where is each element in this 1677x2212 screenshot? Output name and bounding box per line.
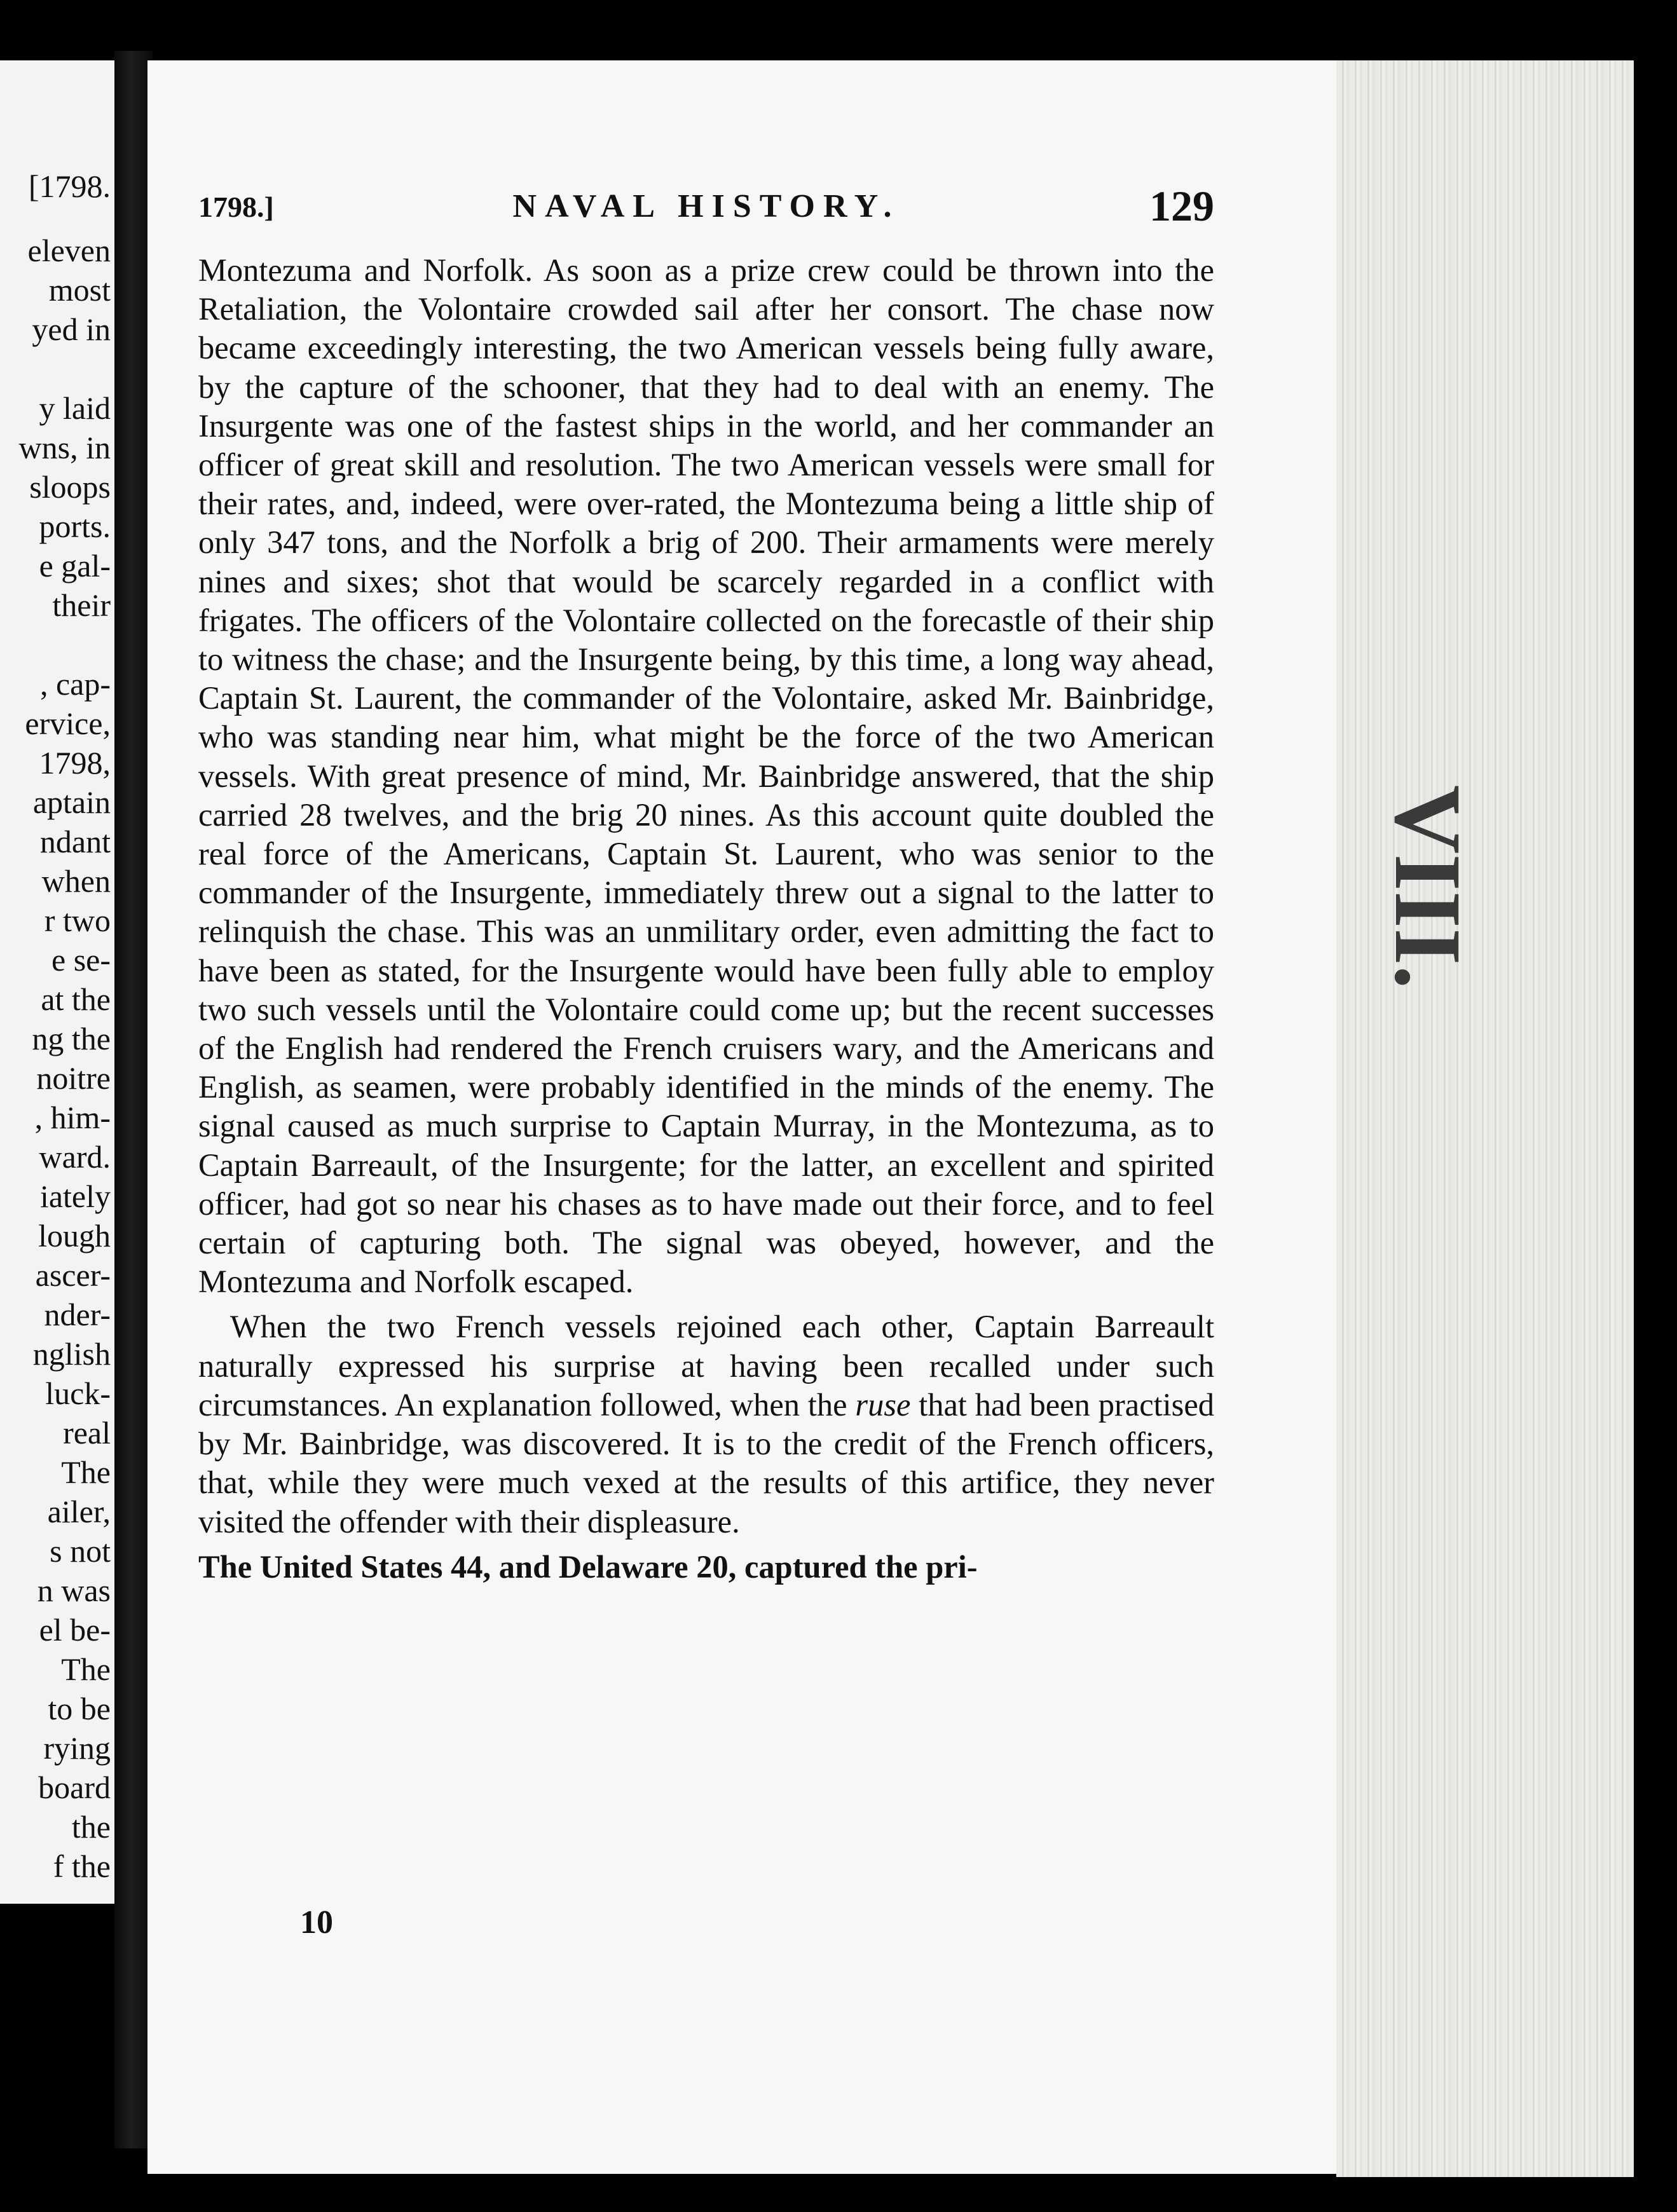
fore-edge-volume-label: VIII. xyxy=(1375,785,1481,989)
signature-mark: 10 xyxy=(300,1904,333,1941)
previous-page-line: nder- xyxy=(44,1297,111,1332)
previous-page-line: ascer- xyxy=(35,1257,111,1293)
previous-page-line: noitre xyxy=(36,1060,111,1096)
paragraph-1: Montezuma and Norfolk. As soon as a prize crew could be thrown into the Retaliation, the Volontaire crowded sail after her consort. The chase now became exceedingly interesting, the two American vessels being fully aware, by the capture of the schooner, that they had to deal with an enemy. The Insurgente was one of the fastest ships in the world, and her commander an officer of great skill and resolution. The two American vessels were small for their rates, and, indeed, were over-rated, the Montezuma being a little ship of only 347 tons, and the Norfolk a brig of 200. Their armaments were merely nines and sixes; shot that would be scarcely regarded in a conflict with frigates. The officers of the Volontaire collected on the forecastle of their ship to witness the chase; and the Insurgente being, by this time, a long way ahead, Captain St. Laurent, the commander of the Volontaire, asked Mr. Bainbridge, who was standing near him, what might be the force of the two American vessels. With great presence of mind, Mr. Bainbridge answered, that the ship carried 28 twelves, and the brig 20 nines. As this account quite doubled the real force of the Americans, Captain St. Laurent, who was senior to the commander of the Insurgente, immediately threw out a signal to the latter to relinquish the chase. This was an unmilitary order, even admitting the fact to have been as stated, for the Insurgente would have been fully able to employ two such vessels until the Volontaire could come up; but the recent successes of the English had rendered the French cruisers wary, and the Americans and English, as seamen, were probably identified in the minds of the enemy. The signal caused as much surprise to Captain Murray, in the Montezuma, as to Captain Barreault, of the Insurgente; for the latter, an excellent and spirited officer, had got so near his chases as to have made out their force, and to feel certain of capturing both. The signal was obeyed, however, and the Montezuma and Norfolk escaped. xyxy=(198,252,1214,1300)
book-gutter xyxy=(114,51,153,2148)
body-text xyxy=(198,251,1214,1587)
previous-page-line: y laid xyxy=(39,390,111,426)
paragraph-2-text-a: When the two French vessels rejoined each other, Captain Barreault naturally expressed his surprise at having been recalled under such circumstances. An explanation followed, when the xyxy=(198,1309,1214,1423)
previous-page-line: board xyxy=(38,1770,111,1805)
previous-page-line: r two xyxy=(44,903,111,938)
previous-page-line: eleven xyxy=(27,233,111,268)
previous-page-fragment xyxy=(0,60,114,1904)
paragraph-2 xyxy=(198,1307,1214,1541)
paragraph-2-text-b: that had been practised by Mr. Bainbridge, was discovered. It is to the credit of the French officers, that, while they were much vexed at the results of this artifice, they never visited the offender with their displeasure. xyxy=(198,1386,1214,1540)
previous-page-line: 1798, xyxy=(39,745,111,781)
previous-page-line: rying xyxy=(43,1730,111,1766)
previous-page-line: ng the xyxy=(32,1021,111,1056)
running-head-year: 1798.] xyxy=(198,191,274,223)
paragraph-3: The United States 44, and Delaware 20, captured the pri- xyxy=(198,1548,978,1585)
previous-page-line: to be xyxy=(48,1691,111,1726)
previous-page-line: nglish xyxy=(32,1336,111,1372)
previous-page-line: ailer, xyxy=(47,1494,111,1529)
previous-page-line: , him- xyxy=(34,1100,111,1135)
previous-page-line: at the xyxy=(41,981,111,1017)
previous-page-line: The xyxy=(61,1651,111,1687)
previous-page-line xyxy=(19,349,111,388)
page-number: 129 xyxy=(1149,182,1214,230)
previous-page-text-fragments xyxy=(19,231,111,1886)
previous-page-line: luck- xyxy=(45,1376,111,1411)
previous-page-line: lough xyxy=(38,1218,111,1253)
paragraph-2-emphasis: ruse xyxy=(855,1386,911,1423)
previous-page-line: ndant xyxy=(39,824,111,859)
running-head-title: NAVAL HISTORY. xyxy=(512,188,900,224)
previous-page-line: when xyxy=(41,863,111,899)
previous-page-line: ward. xyxy=(39,1139,111,1175)
previous-page-line: most xyxy=(48,272,111,308)
previous-page-line: iately xyxy=(39,1178,111,1214)
previous-page-line: , cap- xyxy=(39,666,111,702)
previous-page-line: the xyxy=(71,1809,111,1845)
previous-page-line: sloops xyxy=(29,469,111,505)
previous-page-line: The xyxy=(61,1454,111,1490)
previous-page-line: e gal- xyxy=(39,548,111,584)
previous-page-line: el be- xyxy=(39,1612,111,1648)
book-page xyxy=(147,60,1336,2174)
previous-page-line: f the xyxy=(53,1848,111,1884)
previous-page-line: s not xyxy=(50,1533,111,1569)
previous-page-line: ports. xyxy=(39,509,111,544)
previous-page-line: ervice, xyxy=(25,706,111,741)
previous-page-line: real xyxy=(63,1415,111,1451)
previous-page-line: n was xyxy=(37,1573,111,1608)
previous-page-line: e se- xyxy=(51,942,111,978)
previous-page-line: wns, in xyxy=(18,430,111,465)
previous-page-line: aptain xyxy=(32,784,111,820)
previous-page-line: their xyxy=(52,587,111,623)
previous-page-running-head: [1798. xyxy=(28,168,111,204)
previous-page-line xyxy=(19,625,111,664)
page-edges xyxy=(1336,60,1634,2177)
running-head xyxy=(198,181,1214,232)
previous-page-line: yed in xyxy=(32,311,111,347)
